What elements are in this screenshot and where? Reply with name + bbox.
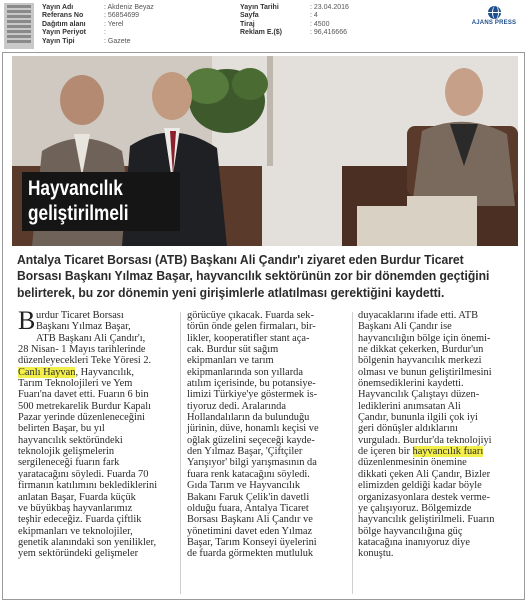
text-line xyxy=(358,446,520,457)
meta-row: Yayın Adı : Akdeniz Beyaz xyxy=(42,4,154,11)
meta-row: Reklam E.($) : 96,416666 xyxy=(240,29,347,37)
meta-row: Yayın Tipi : Gazete xyxy=(42,37,131,45)
lead-line: Antalya Ticaret Borsası (ATB) Başkanı Ali Çandır'ı ziyaret eden Burdur Ticaret xyxy=(17,252,464,267)
lead-paragraph xyxy=(17,252,525,301)
text-fragment: de içeren bir xyxy=(358,446,413,458)
text-line: 28 Nisan- 1 Mayıs tarihlerinde xyxy=(18,344,146,356)
text-line: genetik alanındaki son yenilikler, xyxy=(18,536,157,548)
text-line: törün önde gelen firmaları, bir- xyxy=(187,321,316,333)
text-line: teknolojik gelişmelerin xyxy=(18,446,115,458)
highlighted-text: Canlı Hayvan xyxy=(18,366,76,378)
text-line: ATB Başkanı Ali Çandır'ı, xyxy=(36,332,146,344)
text-line: dikkati çeken Ali Çandır, Bizler xyxy=(358,468,491,480)
text-line: jürinin, düve, honamlı keçisi ve xyxy=(187,423,319,435)
text-line: görücüye çıkacak. Fuarda sek- xyxy=(187,310,314,321)
text-line: anlatan Başar, Fuarda küçük xyxy=(18,491,136,503)
article-column-1 xyxy=(18,306,172,560)
text-line: Çandır, bununla ilgili çok iyi xyxy=(358,412,478,424)
text-line: limizi Türkiye'ye göstermek is- xyxy=(187,389,318,401)
text-line: yem sektöründeki gelişmeler xyxy=(18,548,139,560)
article-column-2 xyxy=(187,310,347,560)
globe-icon xyxy=(488,6,501,19)
text-line: atılım içerisinde, bu potansiye- xyxy=(187,378,316,390)
article-column-3 xyxy=(358,310,520,560)
text-line: lediklerini anımsatan Ali xyxy=(358,400,461,412)
page-thumbnail xyxy=(4,3,34,49)
text-line: bölge hayvancılığına güç xyxy=(358,525,463,537)
ajans-press-logo xyxy=(470,6,518,26)
text-line: duyacaklarını ifade etti. ATB xyxy=(358,310,479,321)
text-line: olması ve bunun geliştirilmesini xyxy=(358,366,492,378)
text-line: firmanın katılımını beklediklerini xyxy=(18,480,158,492)
text-line: hayvancılık sektöründeki xyxy=(18,434,123,446)
text-line: 500 metrekarelik Burdur Kapalı xyxy=(18,400,152,412)
text-line: likler, kooperatifler stant aça- xyxy=(187,332,310,344)
lead-line: belirterek, bu zor dönemin yeni girişimlerle atlatılması gerektiğini kaydetti. xyxy=(17,284,445,300)
text-line: Hollandalıların da bulunduğu xyxy=(187,412,310,424)
text-line: yönetimini davet eden Yılmaz xyxy=(187,525,313,537)
text-line: oğlak güzelini seçeceği kayde- xyxy=(187,434,315,446)
text-line: konuştu. xyxy=(358,548,394,560)
text-line: Hayvancılık Çalıştayı düzen- xyxy=(358,389,480,401)
meta-row: Tiraj : 4500 xyxy=(240,20,330,28)
text-line: ekipmanları ve teknolojiler, xyxy=(18,525,133,537)
text-fragment: , Hayvancılık, xyxy=(75,366,135,378)
meta-row: Yayın Periyot : xyxy=(42,29,106,37)
headline-line-2: geliştirilmeli xyxy=(28,202,129,225)
text-line: ye çalışıyoruz. Bölgemizde xyxy=(358,502,472,514)
text-line: ne dikkat çekerken, Burdur'un xyxy=(358,344,484,356)
text-line: düzenlenmesinin önemine xyxy=(358,457,467,469)
column-divider xyxy=(352,312,353,594)
text-line: katacağına inanıyoruz diye xyxy=(358,536,470,548)
text-line: teşhir edeceğiz. Fuarda çiftlik xyxy=(18,514,142,526)
text-line: tiyoruz dedi. Aralarında xyxy=(187,400,286,412)
text-line: Borsası Başkanı Ali Çandır ve xyxy=(187,514,313,526)
text-line: Yarışıyor' bilgi yarışmasının da xyxy=(187,457,317,469)
text-line: Başar, Tarım Konseyi üyelerini xyxy=(187,536,317,548)
text-line: Gıda Tarım ve Hayvancılık xyxy=(187,480,301,492)
logo-text: AJANS PRESS xyxy=(471,20,517,26)
text-line: urdur Ticaret Borsası xyxy=(36,310,124,321)
text-line: vurguladı. Burdur'da teknolojiyi xyxy=(358,434,492,446)
text-line: sergileneceği fuarın fark xyxy=(18,457,120,469)
text-line: fuara renk katacağını söyledi. xyxy=(187,468,310,480)
headline-line-1: Hayvancılık xyxy=(28,177,123,200)
text-line: ve büyükbaş hayvanlarımız xyxy=(18,502,133,514)
meta-row: Dağıtım alanı : Yerel xyxy=(42,20,124,28)
publication-meta-left xyxy=(42,4,154,46)
headline-box xyxy=(22,172,180,231)
text-line: organizasyonlara destek verme- xyxy=(358,491,490,503)
text-line: Başkanı Ali Çandır ise xyxy=(358,321,452,333)
text-line: yaratacağını söyledi. Fuarda 70 xyxy=(18,468,149,480)
text-line: Başkanı Yılmaz Başar, xyxy=(36,321,131,333)
text-line: ekipmanlarında son yıllarda xyxy=(187,366,303,378)
text-line xyxy=(18,367,172,378)
text-line: Tarım Teknolojileri ve Yem xyxy=(18,378,133,390)
highlighted-text: hayvancılık fuarı xyxy=(412,446,484,458)
publication-meta-right xyxy=(240,4,349,38)
text-line: düzenleyecekleri Teke Yöresi 2. xyxy=(18,355,152,367)
text-line: cak. Burdur süt sağım xyxy=(187,344,279,356)
text-line: hayvancılığın bölge için önemi- xyxy=(358,332,491,344)
text-line: önemsediklerini kaydetti. xyxy=(358,378,464,390)
text-line: Bakanı Faruk Çelik'in davetli xyxy=(187,491,310,503)
meta-row: Sayfa : 4 xyxy=(240,12,318,20)
text-line: ekipmanları ve tarım xyxy=(187,355,274,367)
text-line: Fuarı'na davet etti. Fuarın 6 bin xyxy=(18,389,149,401)
text-line: belirten Başar, bu yıl xyxy=(18,423,105,435)
text-line: den Yılmaz Başar, 'Çiftçiler xyxy=(187,446,303,458)
text-line: olduğu fuara, Antalya Ticaret xyxy=(187,502,309,514)
text-line: Pazar yerinde düzenleneceğini xyxy=(18,412,145,424)
text-line: elimizden geldiği kadar böyle xyxy=(358,480,482,492)
meta-row: Yayın Tarihi : 23.04.2016 xyxy=(240,4,349,11)
text-line: de fuarda görmekten mutluluk xyxy=(187,548,314,560)
text-line: hayvancılık geliştirilmeli. Fuarın xyxy=(358,514,495,526)
drop-cap: B xyxy=(18,306,36,335)
meta-row: Referans No : 56854699 xyxy=(42,12,140,20)
text-line: geri dönüşler aldıklarını xyxy=(358,423,458,435)
lead-line: Borsası Başkanı Yılmaz Başar, hayvancılık sektörünün zor bir dönemden geçtiğini xyxy=(17,268,490,284)
text-line: bölgenin hayvancılık merkezi xyxy=(358,355,482,367)
column-divider xyxy=(180,312,181,594)
